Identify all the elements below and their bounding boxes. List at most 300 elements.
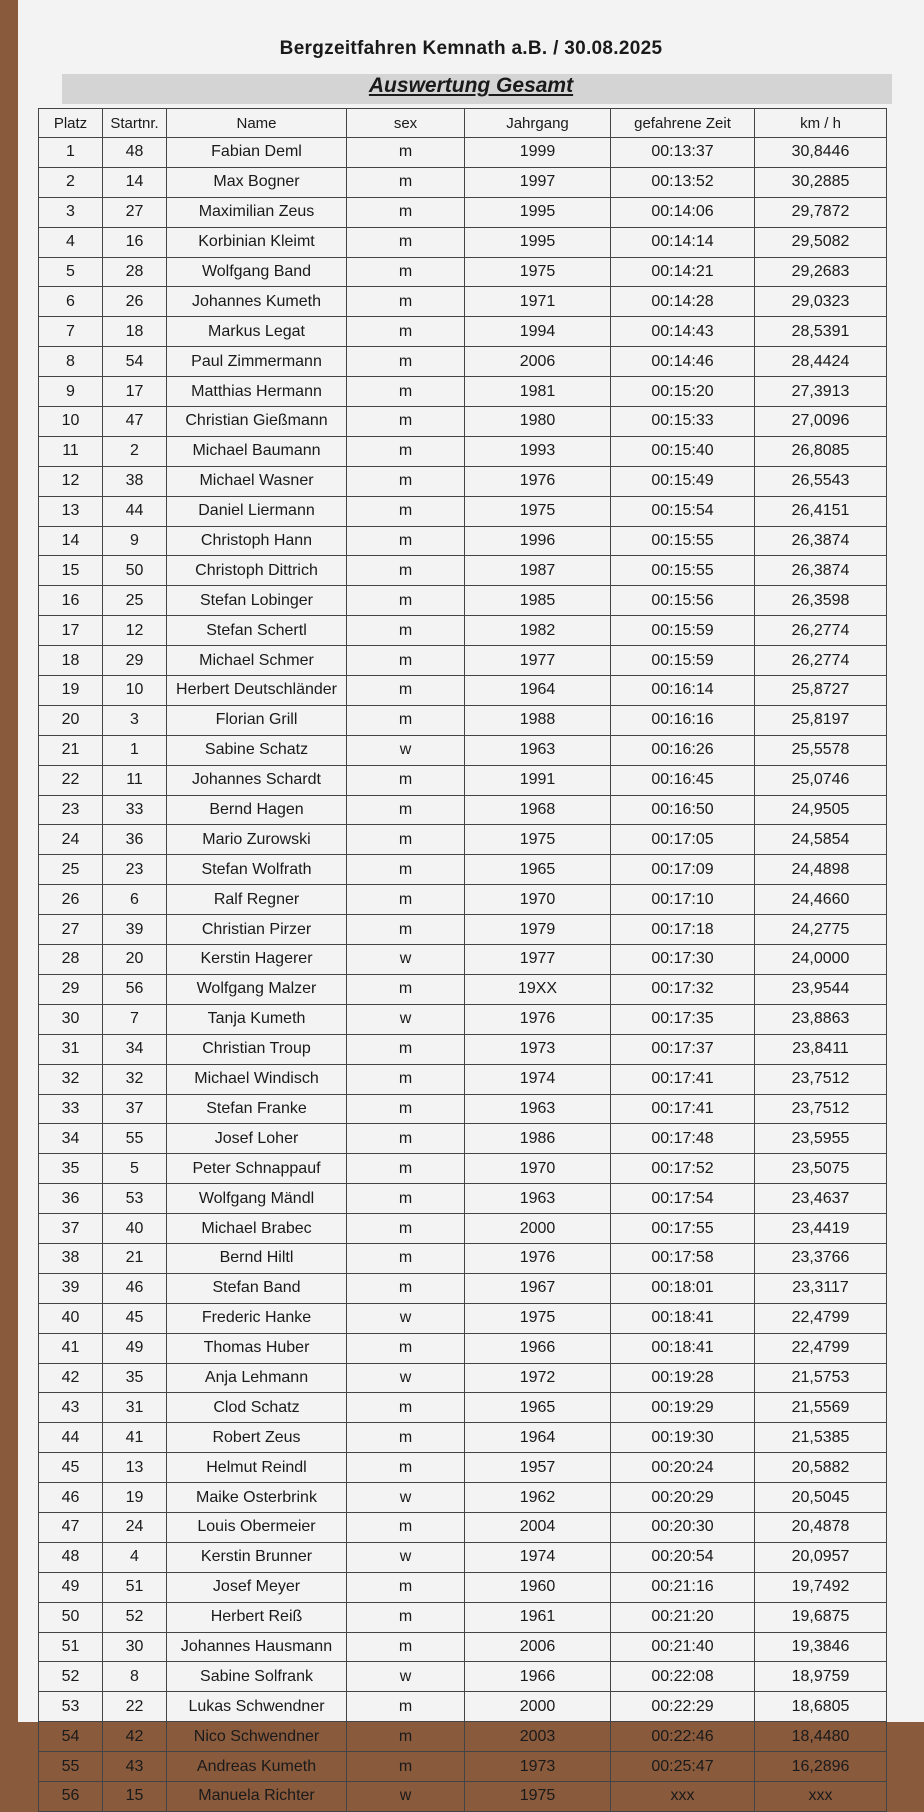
cell-zeit: 00:17:48 — [611, 1124, 755, 1154]
cell-startnr: 4 — [103, 1542, 167, 1572]
cell-platz: 55 — [39, 1752, 103, 1782]
table-row — [39, 1034, 887, 1064]
cell-jahrgang: 1964 — [465, 1423, 611, 1453]
cell-jahrgang: 1975 — [465, 496, 611, 526]
cell-zeit: 00:14:21 — [611, 257, 755, 287]
table-row — [39, 466, 887, 496]
cell-jahrgang: 1995 — [465, 197, 611, 227]
cell-jahrgang: 1972 — [465, 1363, 611, 1393]
cell-sex: m — [347, 1632, 465, 1662]
cell-kmh: 21,5385 — [755, 1423, 887, 1453]
cell-startnr: 50 — [103, 556, 167, 586]
cell-sex: m — [347, 377, 465, 407]
cell-platz: 36 — [39, 1184, 103, 1214]
cell-startnr: 12 — [103, 616, 167, 646]
cell-jahrgang: 1977 — [465, 646, 611, 676]
cell-sex: m — [347, 197, 465, 227]
table-row — [39, 915, 887, 945]
cell-sex: m — [347, 1752, 465, 1782]
cell-zeit: 00:17:30 — [611, 945, 755, 975]
cell-jahrgang: 1966 — [465, 1662, 611, 1692]
cell-zeit: 00:17:05 — [611, 825, 755, 855]
cell-startnr: 30 — [103, 1632, 167, 1662]
cell-name: Kerstin Brunner — [167, 1542, 347, 1572]
table-row — [39, 1184, 887, 1214]
table-row — [39, 1692, 887, 1722]
cell-platz: 56 — [39, 1781, 103, 1811]
cell-zeit: 00:14:14 — [611, 227, 755, 257]
cell-name: Josef Loher — [167, 1124, 347, 1154]
cell-platz: 39 — [39, 1273, 103, 1303]
cell-startnr: 22 — [103, 1692, 167, 1722]
cell-sex: w — [347, 1483, 465, 1513]
table-row — [39, 1154, 887, 1184]
cell-sex: m — [347, 1512, 465, 1542]
cell-platz: 26 — [39, 885, 103, 915]
cell-zeit: 00:20:54 — [611, 1542, 755, 1572]
cell-zeit: xxx — [611, 1781, 755, 1811]
cell-startnr: 36 — [103, 825, 167, 855]
cell-kmh: 16,2896 — [755, 1752, 887, 1782]
cell-jahrgang: 1993 — [465, 436, 611, 466]
cell-sex: m — [347, 1184, 465, 1214]
cell-sex: w — [347, 1542, 465, 1572]
cell-sex: m — [347, 1273, 465, 1303]
cell-zeit: 00:13:37 — [611, 138, 755, 168]
cell-sex: m — [347, 1243, 465, 1273]
cell-zeit: 00:20:24 — [611, 1453, 755, 1483]
cell-jahrgang: 1976 — [465, 466, 611, 496]
cell-kmh: 19,7492 — [755, 1572, 887, 1602]
cell-name: Andreas Kumeth — [167, 1752, 347, 1782]
cell-name: Peter Schnappauf — [167, 1154, 347, 1184]
table-row — [39, 1393, 887, 1423]
cell-kmh: 26,8085 — [755, 436, 887, 466]
cell-startnr: 31 — [103, 1393, 167, 1423]
cell-platz: 9 — [39, 377, 103, 407]
cell-zeit: 00:16:26 — [611, 735, 755, 765]
cell-name: Manuela Richter — [167, 1781, 347, 1811]
cell-name: Sabine Schatz — [167, 735, 347, 765]
cell-jahrgang: 1960 — [465, 1572, 611, 1602]
cell-name: Johannes Schardt — [167, 765, 347, 795]
cell-kmh: 30,2885 — [755, 167, 887, 197]
table-row — [39, 1333, 887, 1363]
cell-startnr: 41 — [103, 1423, 167, 1453]
cell-kmh: 27,0096 — [755, 407, 887, 437]
cell-sex: m — [347, 1423, 465, 1453]
table-row — [39, 795, 887, 825]
cell-kmh: 21,5753 — [755, 1363, 887, 1393]
cell-sex: m — [347, 765, 465, 795]
header-name: Name — [167, 109, 347, 138]
cell-jahrgang: 1963 — [465, 1094, 611, 1124]
table-row — [39, 1064, 887, 1094]
cell-name: Max Bogner — [167, 167, 347, 197]
cell-startnr: 56 — [103, 974, 167, 1004]
cell-kmh: 23,5955 — [755, 1124, 887, 1154]
cell-kmh: 22,4799 — [755, 1333, 887, 1363]
cell-platz: 6 — [39, 287, 103, 317]
cell-name: Maximilian Zeus — [167, 197, 347, 227]
cell-sex: m — [347, 227, 465, 257]
cell-kmh: 25,8727 — [755, 676, 887, 706]
cell-sex: m — [347, 705, 465, 735]
table-row — [39, 1243, 887, 1273]
cell-name: Ralf Regner — [167, 885, 347, 915]
cell-zeit: 00:19:28 — [611, 1363, 755, 1393]
cell-zeit: 00:18:41 — [611, 1333, 755, 1363]
cell-zeit: 00:22:08 — [611, 1662, 755, 1692]
cell-platz: 40 — [39, 1303, 103, 1333]
cell-sex: m — [347, 1722, 465, 1752]
table-row — [39, 377, 887, 407]
table-row — [39, 1094, 887, 1124]
table-row — [39, 885, 887, 915]
cell-sex: m — [347, 167, 465, 197]
cell-name: Christian Gießmann — [167, 407, 347, 437]
cell-kmh: 28,5391 — [755, 317, 887, 347]
cell-jahrgang: 1996 — [465, 526, 611, 556]
cell-sex: m — [347, 1453, 465, 1483]
table-row — [39, 556, 887, 586]
cell-name: Bernd Hiltl — [167, 1243, 347, 1273]
cell-startnr: 24 — [103, 1512, 167, 1542]
cell-kmh: 30,8446 — [755, 138, 887, 168]
cell-platz: 19 — [39, 676, 103, 706]
cell-name: Wolfgang Band — [167, 257, 347, 287]
cell-zeit: 00:14:06 — [611, 197, 755, 227]
cell-platz: 49 — [39, 1572, 103, 1602]
cell-jahrgang: 2000 — [465, 1214, 611, 1244]
cell-zeit: 00:16:50 — [611, 795, 755, 825]
table-row — [39, 1214, 887, 1244]
cell-kmh: 23,5075 — [755, 1154, 887, 1184]
table-row — [39, 257, 887, 287]
cell-platz: 24 — [39, 825, 103, 855]
cell-startnr: 13 — [103, 1453, 167, 1483]
cell-startnr: 40 — [103, 1214, 167, 1244]
cell-jahrgang: 1957 — [465, 1453, 611, 1483]
cell-startnr: 35 — [103, 1363, 167, 1393]
cell-sex: m — [347, 347, 465, 377]
cell-sex: m — [347, 496, 465, 526]
cell-zeit: 00:17:41 — [611, 1094, 755, 1124]
header-row — [39, 109, 887, 138]
cell-jahrgang: 1968 — [465, 795, 611, 825]
cell-jahrgang: 1970 — [465, 1154, 611, 1184]
cell-platz: 45 — [39, 1453, 103, 1483]
cell-name: Helmut Reindl — [167, 1453, 347, 1483]
cell-kmh: 29,2683 — [755, 257, 887, 287]
cell-platz: 16 — [39, 586, 103, 616]
cell-startnr: 20 — [103, 945, 167, 975]
cell-zeit: 00:16:45 — [611, 765, 755, 795]
cell-startnr: 38 — [103, 466, 167, 496]
cell-zeit: 00:21:40 — [611, 1632, 755, 1662]
cell-sex: m — [347, 287, 465, 317]
cell-name: Johannes Kumeth — [167, 287, 347, 317]
cell-kmh: 26,2774 — [755, 616, 887, 646]
cell-sex: w — [347, 1004, 465, 1034]
cell-zeit: 00:20:29 — [611, 1483, 755, 1513]
cell-name: Louis Obermeier — [167, 1512, 347, 1542]
cell-name: Christian Pirzer — [167, 915, 347, 945]
cell-sex: m — [347, 1064, 465, 1094]
cell-jahrgang: 1985 — [465, 586, 611, 616]
table-row — [39, 646, 887, 676]
cell-kmh: 20,5045 — [755, 1483, 887, 1513]
cell-kmh: 29,5082 — [755, 227, 887, 257]
cell-zeit: 00:17:54 — [611, 1184, 755, 1214]
cell-startnr: 21 — [103, 1243, 167, 1273]
table-row — [39, 1542, 887, 1572]
cell-zeit: 00:16:16 — [611, 705, 755, 735]
cell-startnr: 15 — [103, 1781, 167, 1811]
cell-name: Anja Lehmann — [167, 1363, 347, 1393]
cell-kmh: 18,6805 — [755, 1692, 887, 1722]
cell-sex: m — [347, 855, 465, 885]
document-title: Bergzeitfahren Kemnath a.B. / 30.08.2025 — [279, 38, 663, 59]
cell-name: Bernd Hagen — [167, 795, 347, 825]
table-row — [39, 347, 887, 377]
cell-startnr: 9 — [103, 526, 167, 556]
cell-name: Clod Schatz — [167, 1393, 347, 1423]
cell-jahrgang: 1963 — [465, 1184, 611, 1214]
cell-name: Herbert Deutschländer — [167, 676, 347, 706]
cell-jahrgang: 1982 — [465, 616, 611, 646]
cell-startnr: 5 — [103, 1154, 167, 1184]
cell-sex: m — [347, 825, 465, 855]
cell-platz: 17 — [39, 616, 103, 646]
cell-name: Stefan Franke — [167, 1094, 347, 1124]
cell-zeit: 00:17:32 — [611, 974, 755, 1004]
cell-zeit: 00:14:28 — [611, 287, 755, 317]
cell-kmh: 23,7512 — [755, 1094, 887, 1124]
cell-platz: 1 — [39, 138, 103, 168]
cell-platz: 46 — [39, 1483, 103, 1513]
table-row — [39, 526, 887, 556]
cell-zeit: 00:17:41 — [611, 1064, 755, 1094]
table-row — [39, 1273, 887, 1303]
cell-name: Michael Baumann — [167, 436, 347, 466]
cell-platz: 13 — [39, 496, 103, 526]
cell-sex: m — [347, 407, 465, 437]
cell-kmh: 19,3846 — [755, 1632, 887, 1662]
cell-startnr: 26 — [103, 287, 167, 317]
table-row — [39, 1602, 887, 1632]
cell-sex: m — [347, 1214, 465, 1244]
cell-platz: 52 — [39, 1662, 103, 1692]
cell-jahrgang: 1975 — [465, 257, 611, 287]
cell-zeit: 00:15:49 — [611, 466, 755, 496]
cell-platz: 47 — [39, 1512, 103, 1542]
cell-zeit: 00:17:37 — [611, 1034, 755, 1064]
cell-startnr: 51 — [103, 1572, 167, 1602]
cell-platz: 28 — [39, 945, 103, 975]
table-row — [39, 945, 887, 975]
cell-jahrgang: 19XX — [465, 974, 611, 1004]
table-row — [39, 1781, 887, 1811]
cell-sex: w — [347, 1303, 465, 1333]
cell-jahrgang: 1979 — [465, 915, 611, 945]
cell-platz: 51 — [39, 1632, 103, 1662]
cell-platz: 48 — [39, 1542, 103, 1572]
cell-name: Robert Zeus — [167, 1423, 347, 1453]
cell-sex: w — [347, 1781, 465, 1811]
cell-sex: m — [347, 795, 465, 825]
cell-platz: 34 — [39, 1124, 103, 1154]
cell-jahrgang: 2000 — [465, 1692, 611, 1722]
cell-startnr: 19 — [103, 1483, 167, 1513]
cell-kmh: 23,3117 — [755, 1273, 887, 1303]
cell-sex: m — [347, 257, 465, 287]
cell-name: Christoph Dittrich — [167, 556, 347, 586]
cell-name: Fabian Deml — [167, 138, 347, 168]
cell-startnr: 34 — [103, 1034, 167, 1064]
header-platz: Platz — [39, 109, 103, 138]
table-row — [39, 227, 887, 257]
cell-kmh: 23,9544 — [755, 974, 887, 1004]
cell-startnr: 18 — [103, 317, 167, 347]
cell-name: Stefan Lobinger — [167, 586, 347, 616]
cell-jahrgang: 2006 — [465, 347, 611, 377]
cell-kmh: 25,8197 — [755, 705, 887, 735]
cell-zeit: 00:21:20 — [611, 1602, 755, 1632]
cell-kmh: 22,4799 — [755, 1303, 887, 1333]
cell-kmh: 24,2775 — [755, 915, 887, 945]
table-row — [39, 586, 887, 616]
cell-name: Christian Troup — [167, 1034, 347, 1064]
table-row — [39, 436, 887, 466]
table-row — [39, 407, 887, 437]
cell-startnr: 48 — [103, 138, 167, 168]
cell-platz: 15 — [39, 556, 103, 586]
cell-kmh: 20,0957 — [755, 1542, 887, 1572]
cell-name: Christoph Hann — [167, 526, 347, 556]
cell-platz: 53 — [39, 1692, 103, 1722]
cell-sex: m — [347, 1124, 465, 1154]
cell-sex: m — [347, 1692, 465, 1722]
cell-jahrgang: 2004 — [465, 1512, 611, 1542]
table-row — [39, 1662, 887, 1692]
cell-startnr: 8 — [103, 1662, 167, 1692]
cell-startnr: 6 — [103, 885, 167, 915]
cell-startnr: 2 — [103, 436, 167, 466]
cell-zeit: 00:22:46 — [611, 1722, 755, 1752]
cell-sex: m — [347, 1094, 465, 1124]
cell-kmh: 27,3913 — [755, 377, 887, 407]
cell-sex: m — [347, 466, 465, 496]
cell-platz: 35 — [39, 1154, 103, 1184]
cell-platz: 14 — [39, 526, 103, 556]
cell-sex: m — [347, 1602, 465, 1632]
cell-kmh: 26,5543 — [755, 466, 887, 496]
cell-platz: 32 — [39, 1064, 103, 1094]
cell-jahrgang: 1975 — [465, 825, 611, 855]
cell-jahrgang: 1963 — [465, 735, 611, 765]
cell-sex: m — [347, 138, 465, 168]
cell-name: Michael Schmer — [167, 646, 347, 676]
table-row — [39, 735, 887, 765]
cell-sex: w — [347, 945, 465, 975]
table-row — [39, 1303, 887, 1333]
cell-platz: 41 — [39, 1333, 103, 1363]
cell-kmh: 23,3766 — [755, 1243, 887, 1273]
cell-name: Wolfgang Malzer — [167, 974, 347, 1004]
cell-zeit: 00:25:47 — [611, 1752, 755, 1782]
cell-startnr: 14 — [103, 167, 167, 197]
cell-startnr: 3 — [103, 705, 167, 735]
cell-jahrgang: 1975 — [465, 1303, 611, 1333]
cell-sex: m — [347, 1393, 465, 1423]
cell-startnr: 28 — [103, 257, 167, 287]
cell-name: Johannes Hausmann — [167, 1632, 347, 1662]
cell-platz: 10 — [39, 407, 103, 437]
header-jahrgang: Jahrgang — [465, 109, 611, 138]
cell-platz: 25 — [39, 855, 103, 885]
cell-zeit: 00:19:29 — [611, 1393, 755, 1423]
cell-name: Lukas Schwendner — [167, 1692, 347, 1722]
cell-name: Tanja Kumeth — [167, 1004, 347, 1034]
cell-name: Daniel Liermann — [167, 496, 347, 526]
cell-kmh: 23,4419 — [755, 1214, 887, 1244]
results-table — [38, 108, 887, 1812]
cell-sex: m — [347, 586, 465, 616]
cell-jahrgang: 1976 — [465, 1004, 611, 1034]
cell-zeit: 00:13:52 — [611, 167, 755, 197]
cell-startnr: 11 — [103, 765, 167, 795]
cell-platz: 20 — [39, 705, 103, 735]
cell-startnr: 10 — [103, 676, 167, 706]
cell-jahrgang: 1973 — [465, 1034, 611, 1064]
cell-sex: m — [347, 1572, 465, 1602]
table-row — [39, 287, 887, 317]
cell-zeit: 00:17:10 — [611, 885, 755, 915]
cell-name: Frederic Hanke — [167, 1303, 347, 1333]
cell-startnr: 16 — [103, 227, 167, 257]
table-row — [39, 496, 887, 526]
cell-kmh: 21,5569 — [755, 1393, 887, 1423]
table-row — [39, 317, 887, 347]
table-row — [39, 855, 887, 885]
cell-jahrgang: 1964 — [465, 676, 611, 706]
cell-jahrgang: 1999 — [465, 138, 611, 168]
cell-kmh: 29,0323 — [755, 287, 887, 317]
cell-startnr: 47 — [103, 407, 167, 437]
cell-startnr: 49 — [103, 1333, 167, 1363]
table-row — [39, 616, 887, 646]
table-row — [39, 974, 887, 1004]
cell-startnr: 1 — [103, 735, 167, 765]
cell-zeit: 00:18:01 — [611, 1273, 755, 1303]
table-row — [39, 1752, 887, 1782]
cell-jahrgang: 1967 — [465, 1273, 611, 1303]
cell-sex: w — [347, 735, 465, 765]
cell-jahrgang: 1986 — [465, 1124, 611, 1154]
cell-platz: 18 — [39, 646, 103, 676]
header-zeit: gefahrene Zeit — [611, 109, 755, 138]
cell-kmh: 23,8863 — [755, 1004, 887, 1034]
cell-platz: 37 — [39, 1214, 103, 1244]
cell-name: Matthias Hermann — [167, 377, 347, 407]
table-row — [39, 1632, 887, 1662]
table-row — [39, 765, 887, 795]
cell-sex: m — [347, 526, 465, 556]
cell-sex: m — [347, 885, 465, 915]
cell-sex: m — [347, 436, 465, 466]
cell-startnr: 27 — [103, 197, 167, 227]
